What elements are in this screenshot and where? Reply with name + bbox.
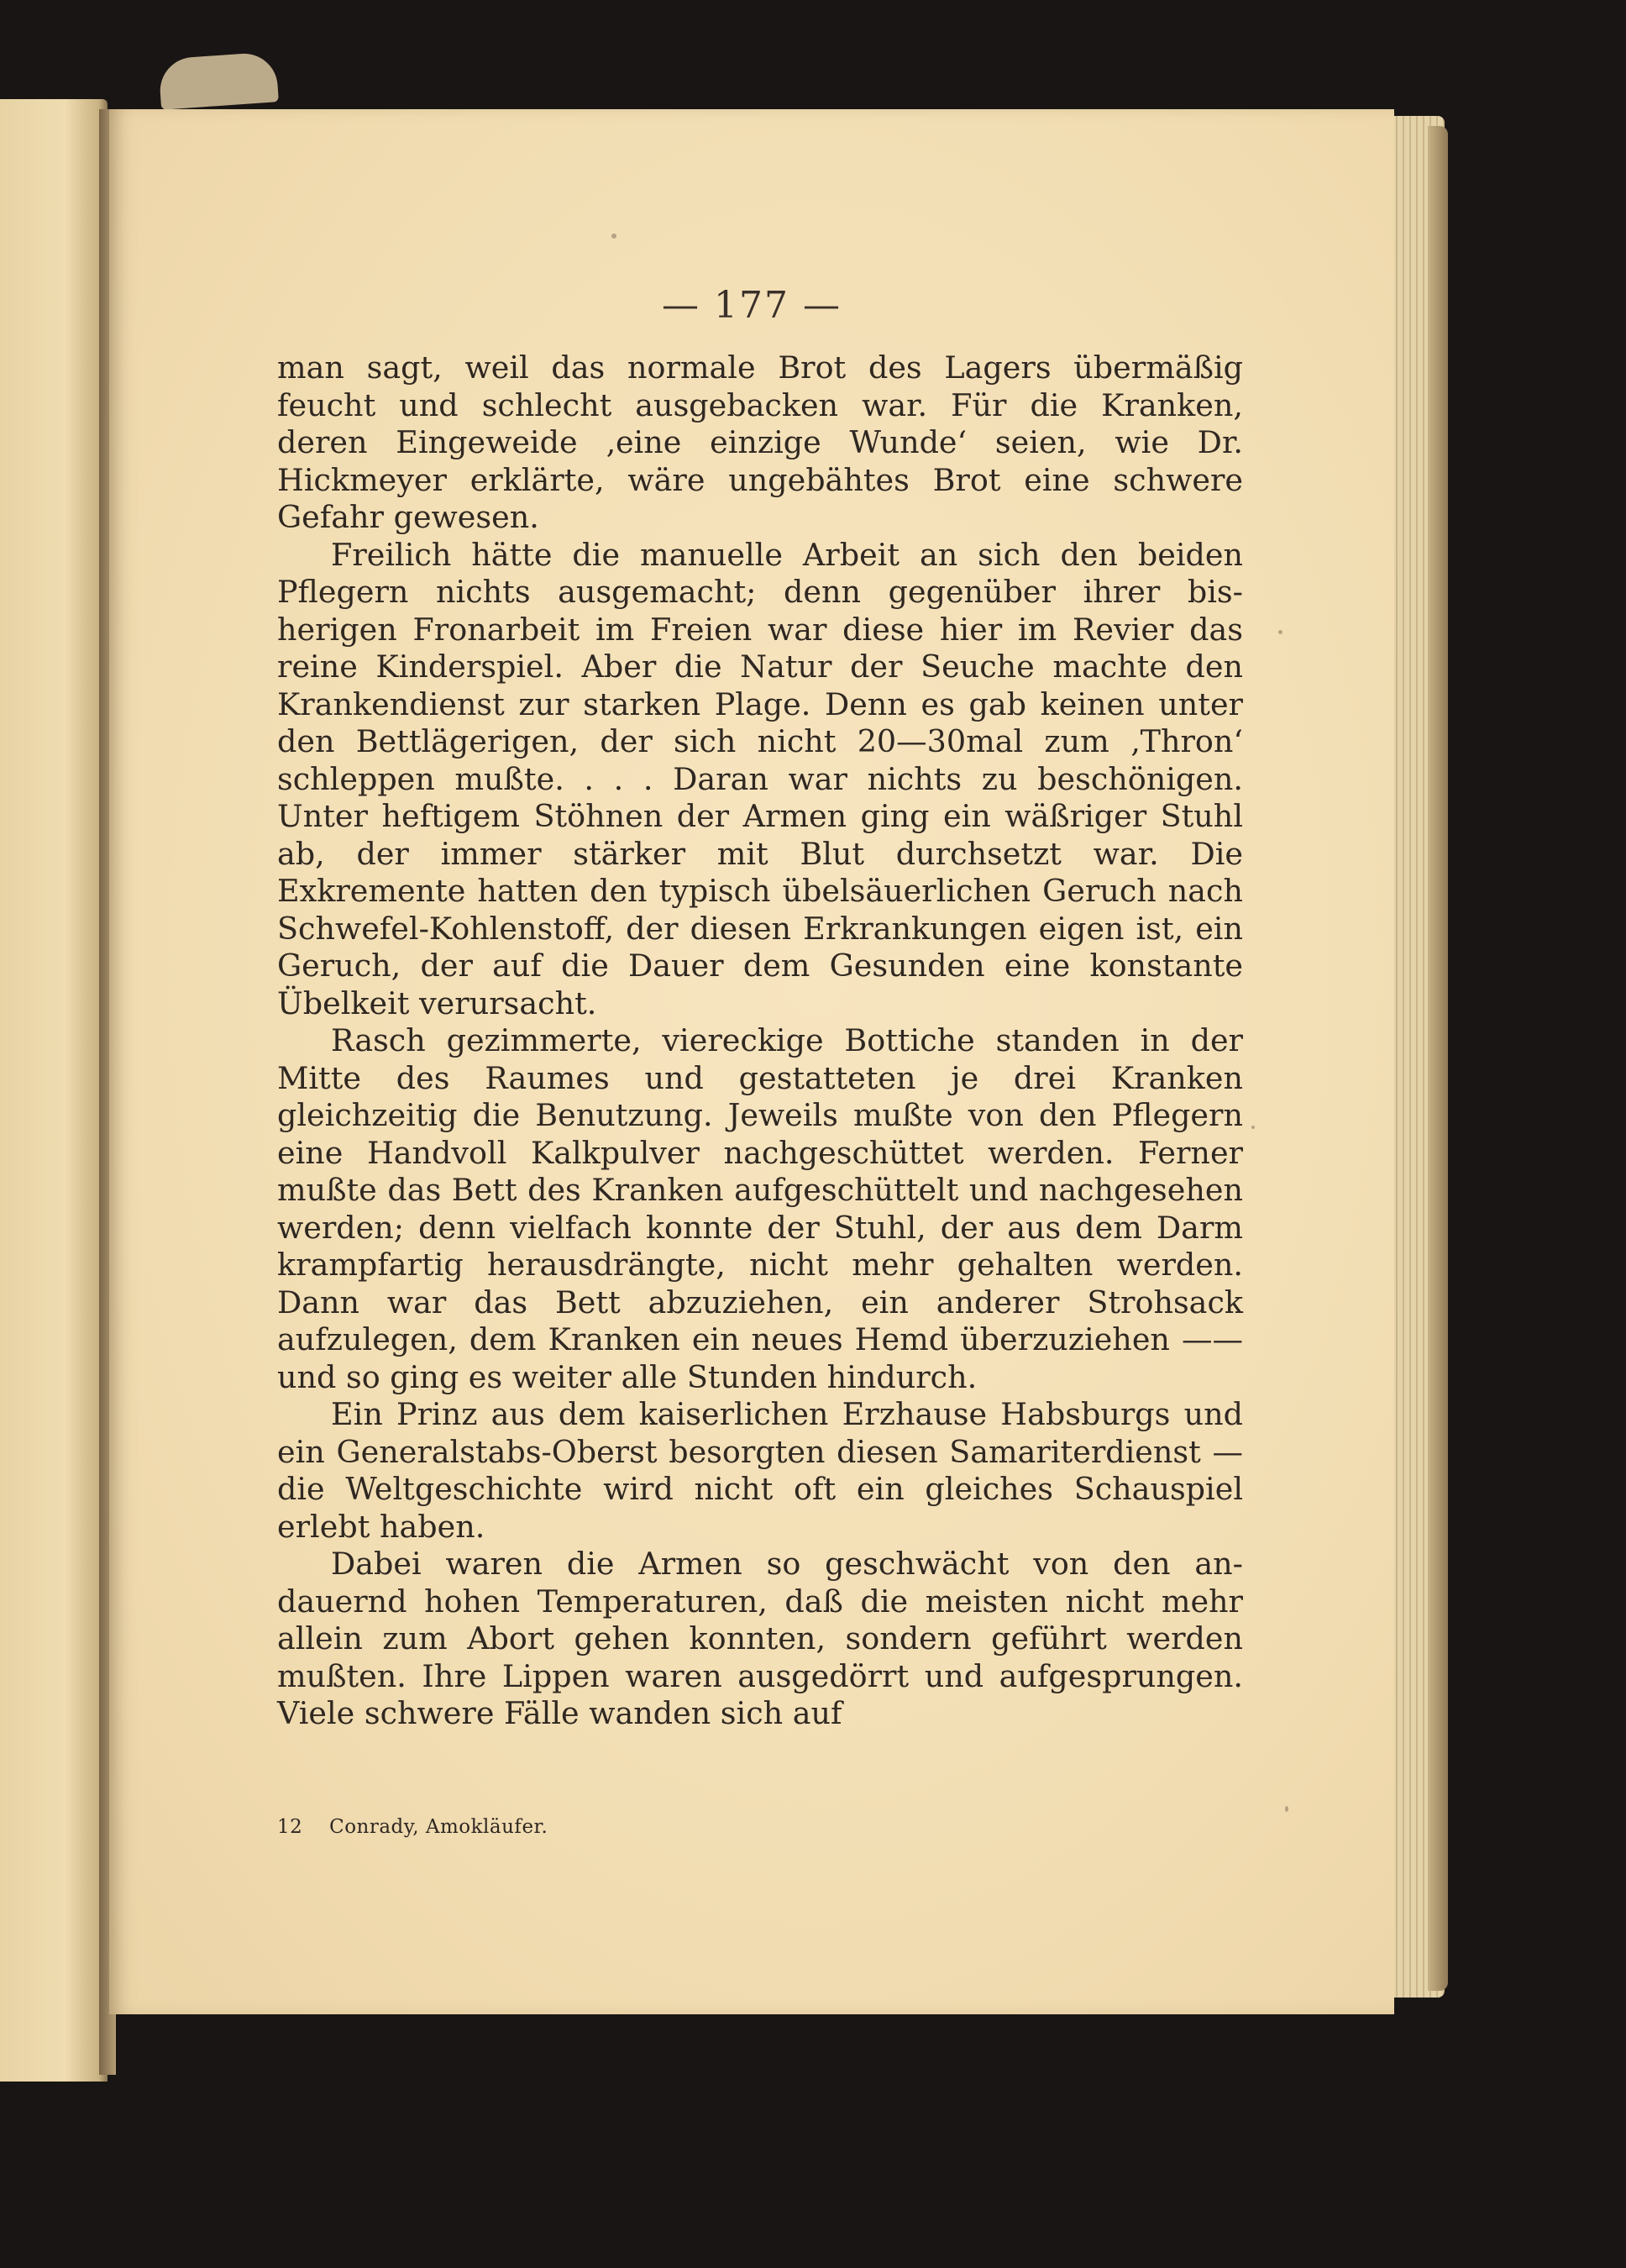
page-number: — 177 — xyxy=(662,284,842,327)
paragraph-5: Dabei waren die Armen so geschwächt von den andauernd hohen Temperaturen, daß die meisten nicht mehr allein zum Abort gehen konnten, sondern geführt werden mußten. Ihre Lippen waren ausgedörrt und aufgesprungen. Viele schwere Fälle wanden sich auf xyxy=(277,1546,1243,1731)
page-footer xyxy=(277,1816,548,1838)
paper-speck xyxy=(1278,630,1282,634)
paragraph-1: man sagt, weil das normale Brot des Lagers übermäßig feucht und schlecht ausgebacken war. Für die Kranken, deren Eingeweide ‚eine einzige Wunde‘ seien, wie Dr. Hickmeyer erklärte, wäre ungebähtes Brot eine schwere Gefahr gewesen. xyxy=(277,349,1243,535)
paper-speck xyxy=(1251,1126,1255,1129)
paper-speck xyxy=(611,234,616,239)
paragraph-2: Freilich hätte die manuelle Arbeit an sich den beiden Pflegern nichts ausgemacht; denn gegenüber ihrer bisherigen Fronarbeit im Freien war diese hier im Revier das reine Kinderspiel. Aber die Natur der Seuche machte den Krankendienst zur starken Plage. Denn es gab keinen unter den Bettlägerigen, der sich nicht 20—30mal zum ‚Thron‘ schleppen mußte. . . . Daran war nichts zu beschönigen. Unter heftigem Stöhnen der Armen ging ein wäßriger Stuhl ab, der immer stärker mit Blut durchsetzt war. Die Exkremente hatten den typisch übelsäuerlichen Geruch nach Schwefel-Kohlenstoff, der diesen Erkrankungen eigen ist, ein Geruch, der auf die Dauer dem Gesunden eine konstante Übelkeit verursacht. xyxy=(277,536,1243,1021)
signature-mark: 12 xyxy=(277,1816,303,1838)
facing-page-edge xyxy=(0,99,108,2082)
page-stack-edge xyxy=(1428,126,1448,1991)
running-footer-title: Conrady, Amokläufer. xyxy=(329,1816,548,1838)
paragraph-3: Rasch gezimmerte, viereckige Bottiche standen in der Mitte des Raumes und gestatteten je drei Kranken gleichzeitig die Benutzung. Jeweils mußte von den Pflegern eine Handvoll Kalkpulver nachgeschüttet werden. Ferner mußte das Bett des Kranken aufgeschüttelt und nachgesehen werden; denn vielfach konnte der Stuhl, der aus dem Darm krampfartig herausdrängte, nicht mehr gehalten werden. Dann war das Bett abzuziehen, ein anderer Strohsack aufzulegen, dem Kranken ein neues Hemd überzuziehen —— und so ging es weiter alle Stunden hindurch. xyxy=(277,1022,1243,1395)
body-text xyxy=(277,349,1243,1733)
paper-speck xyxy=(1285,1806,1288,1812)
paragraph-4: Ein Prinz aus dem kaiserlichen Erzhause Habsburgs und ein Generalstabs-Oberst besorgten diesen Samariterdienst — die Weltgeschichte wird nicht oft ein gleiches Schauspiel erlebt haben. xyxy=(277,1396,1243,1545)
book-page xyxy=(109,109,1394,2014)
